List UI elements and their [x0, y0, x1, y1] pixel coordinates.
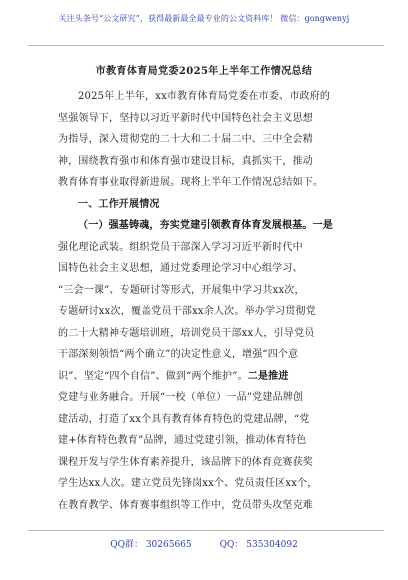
section-heading-1: 一、工作开展情况	[78, 198, 160, 210]
para-2-line-1: 党建与业务融合。开展“一校（单位）一品”党建品牌创	[58, 392, 304, 403]
intro-line-5: 教育体育事业取得新进展。现将上半年工作情况总结如下。	[58, 177, 324, 188]
para-1-line-6: 干部深刻领悟“两个确立”的决定性意义，增强“四个意	[58, 349, 299, 360]
para-1-line-4: 专题研讨xx次，覆盖党员干部xx余人次。举办学习贯彻党	[58, 306, 316, 317]
header-promo-text: 关注头条号“公文研究”，获得最新最全最专业的公文资料库！ 微信：gongwenyj	[58, 14, 350, 23]
para-2-line-2: 建活动，打造了xx个具有教育体育特色的党建品牌，“党	[58, 413, 310, 425]
para-2-line-5: 学生达xx人次。建立党员先锋岗xx个、党员责任区xx个，	[58, 478, 318, 489]
para-1-line-7-text: 识”、坚定“四个自信”、做到“两个维护”。	[58, 370, 248, 382]
para-2-line-4: 课程开发与学生体育素养提升，该品牌下的体育竞赛获奖	[58, 456, 313, 468]
para-1-line-1: 强化理论武装。组织党员干部深入学习习近平新时代中	[58, 241, 303, 253]
subsection-heading-1: （一）强基铸魂，夯实党建引领教育体育发展根基。一是	[78, 220, 333, 231]
document-title: 市教育体育局党委2025年上半年工作情况总结	[95, 66, 313, 77]
footer-qq: QQ： 535304092	[219, 540, 298, 550]
intro-line-2: 坚强领导下，坚持以习近平新时代中国特色社会主义思想	[58, 112, 313, 124]
para-1-line-7	[58, 366, 354, 388]
para-1-line-3: “三会一课”、专题研讨等形式，开展集中学习共xx次，	[58, 284, 305, 296]
para-1-line-5: 的二十大精神专题培训班，培训党员干部xx人，引导党员	[58, 327, 315, 339]
footer-divider	[28, 530, 384, 531]
para-2-line-6: 在教育教学、体育赛事组织等工作中，党员带头攻坚克难	[58, 499, 313, 511]
intro-line-4: 神，围绕教育强市和体育强市建设目标，真抓实干，推动	[58, 155, 313, 167]
intro-line-1: 2025年上半年，xx市教育体育局党委在市委、市政府的	[78, 91, 331, 102]
header-divider	[28, 45, 384, 46]
para-2-line-3: 建+体育特色教育”品牌，通过党建引领，推动体育特色	[58, 435, 307, 446]
header-promo-link[interactable]	[0, 13, 408, 24]
para-1-line-2: 国特色社会主义思想，通过党委理论学习中心组学习、	[58, 263, 303, 274]
para-1-bold-marker: 二是推进	[247, 370, 289, 382]
footer-contact	[0, 537, 408, 550]
document-body	[58, 86, 354, 516]
intro-line-3: 为指导，深入贯彻党的二十大和二十届二中、三中全会精	[58, 134, 313, 145]
footer-qq-group: QQ群： 30265665	[110, 540, 192, 550]
